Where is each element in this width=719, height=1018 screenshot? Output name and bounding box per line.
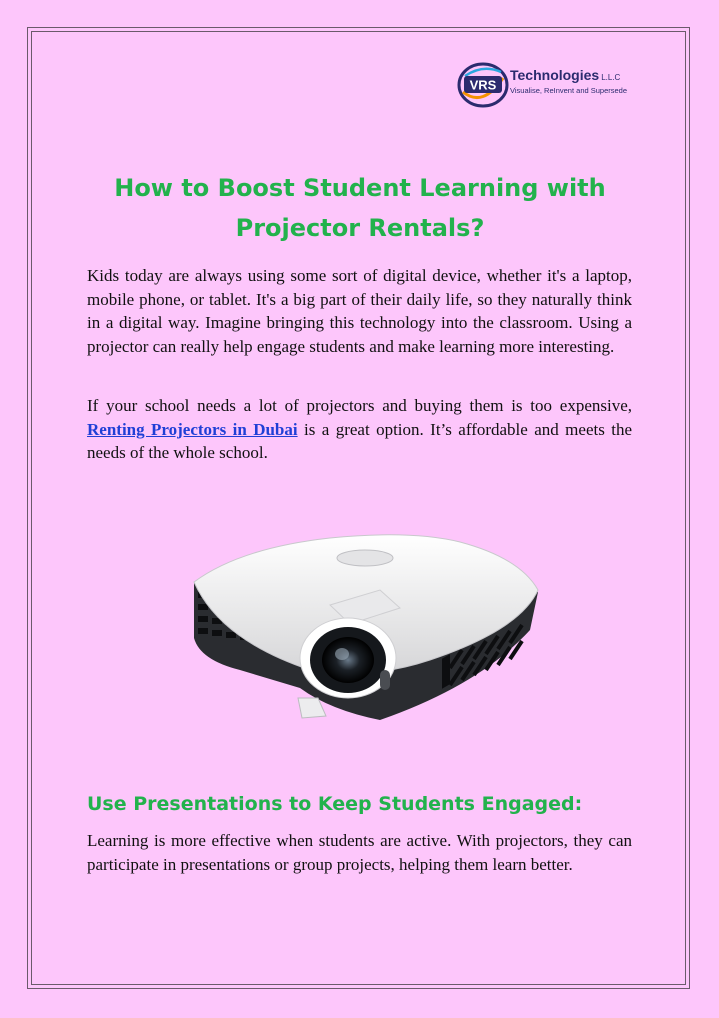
logo-tagline: Visualise, ReInvent and Supersede (510, 86, 628, 95)
page-title-line1: How to Boost Student Learning with (114, 174, 606, 202)
page-title-line2: Projector Rentals? (235, 214, 485, 242)
rental-paragraph-end: is a great option. It’s affordable and meets the needs of the whole school. (87, 419, 633, 462)
page-title (60, 168, 660, 248)
renting-projectors-link[interactable]: Renting Projectors in Dubai (87, 419, 298, 439)
logo-mark-text: VRS (469, 77, 497, 93)
logo-suffix: L.L.C (601, 73, 621, 82)
section-heading: Use Presentations to Keep Students Engaged: (87, 793, 583, 815)
projector-image (180, 520, 550, 730)
rental-paragraph (87, 394, 632, 465)
logo-brand-name (510, 67, 620, 83)
vrs-logo-icon (457, 62, 509, 108)
rental-paragraph-start: If your school needs a lot of projectors and buying them is too expensive, (87, 396, 632, 415)
logo-brand-text: Technologies (510, 67, 600, 83)
engagement-paragraph: Learning is more effective when students are active. With projectors, they can participate in presentations or group projects, helping them learn better. (87, 831, 632, 874)
company-logo (457, 62, 647, 108)
intro-paragraph: Kids today are always using some sort of digital device, whether it's a laptop, mobile phone, or tablet. It's a big part of their daily life, so they naturally think in a digital way. Imagine bringing this technology into the classroom. Using a projector can really help engage students and make learning more interesting. (87, 266, 632, 356)
